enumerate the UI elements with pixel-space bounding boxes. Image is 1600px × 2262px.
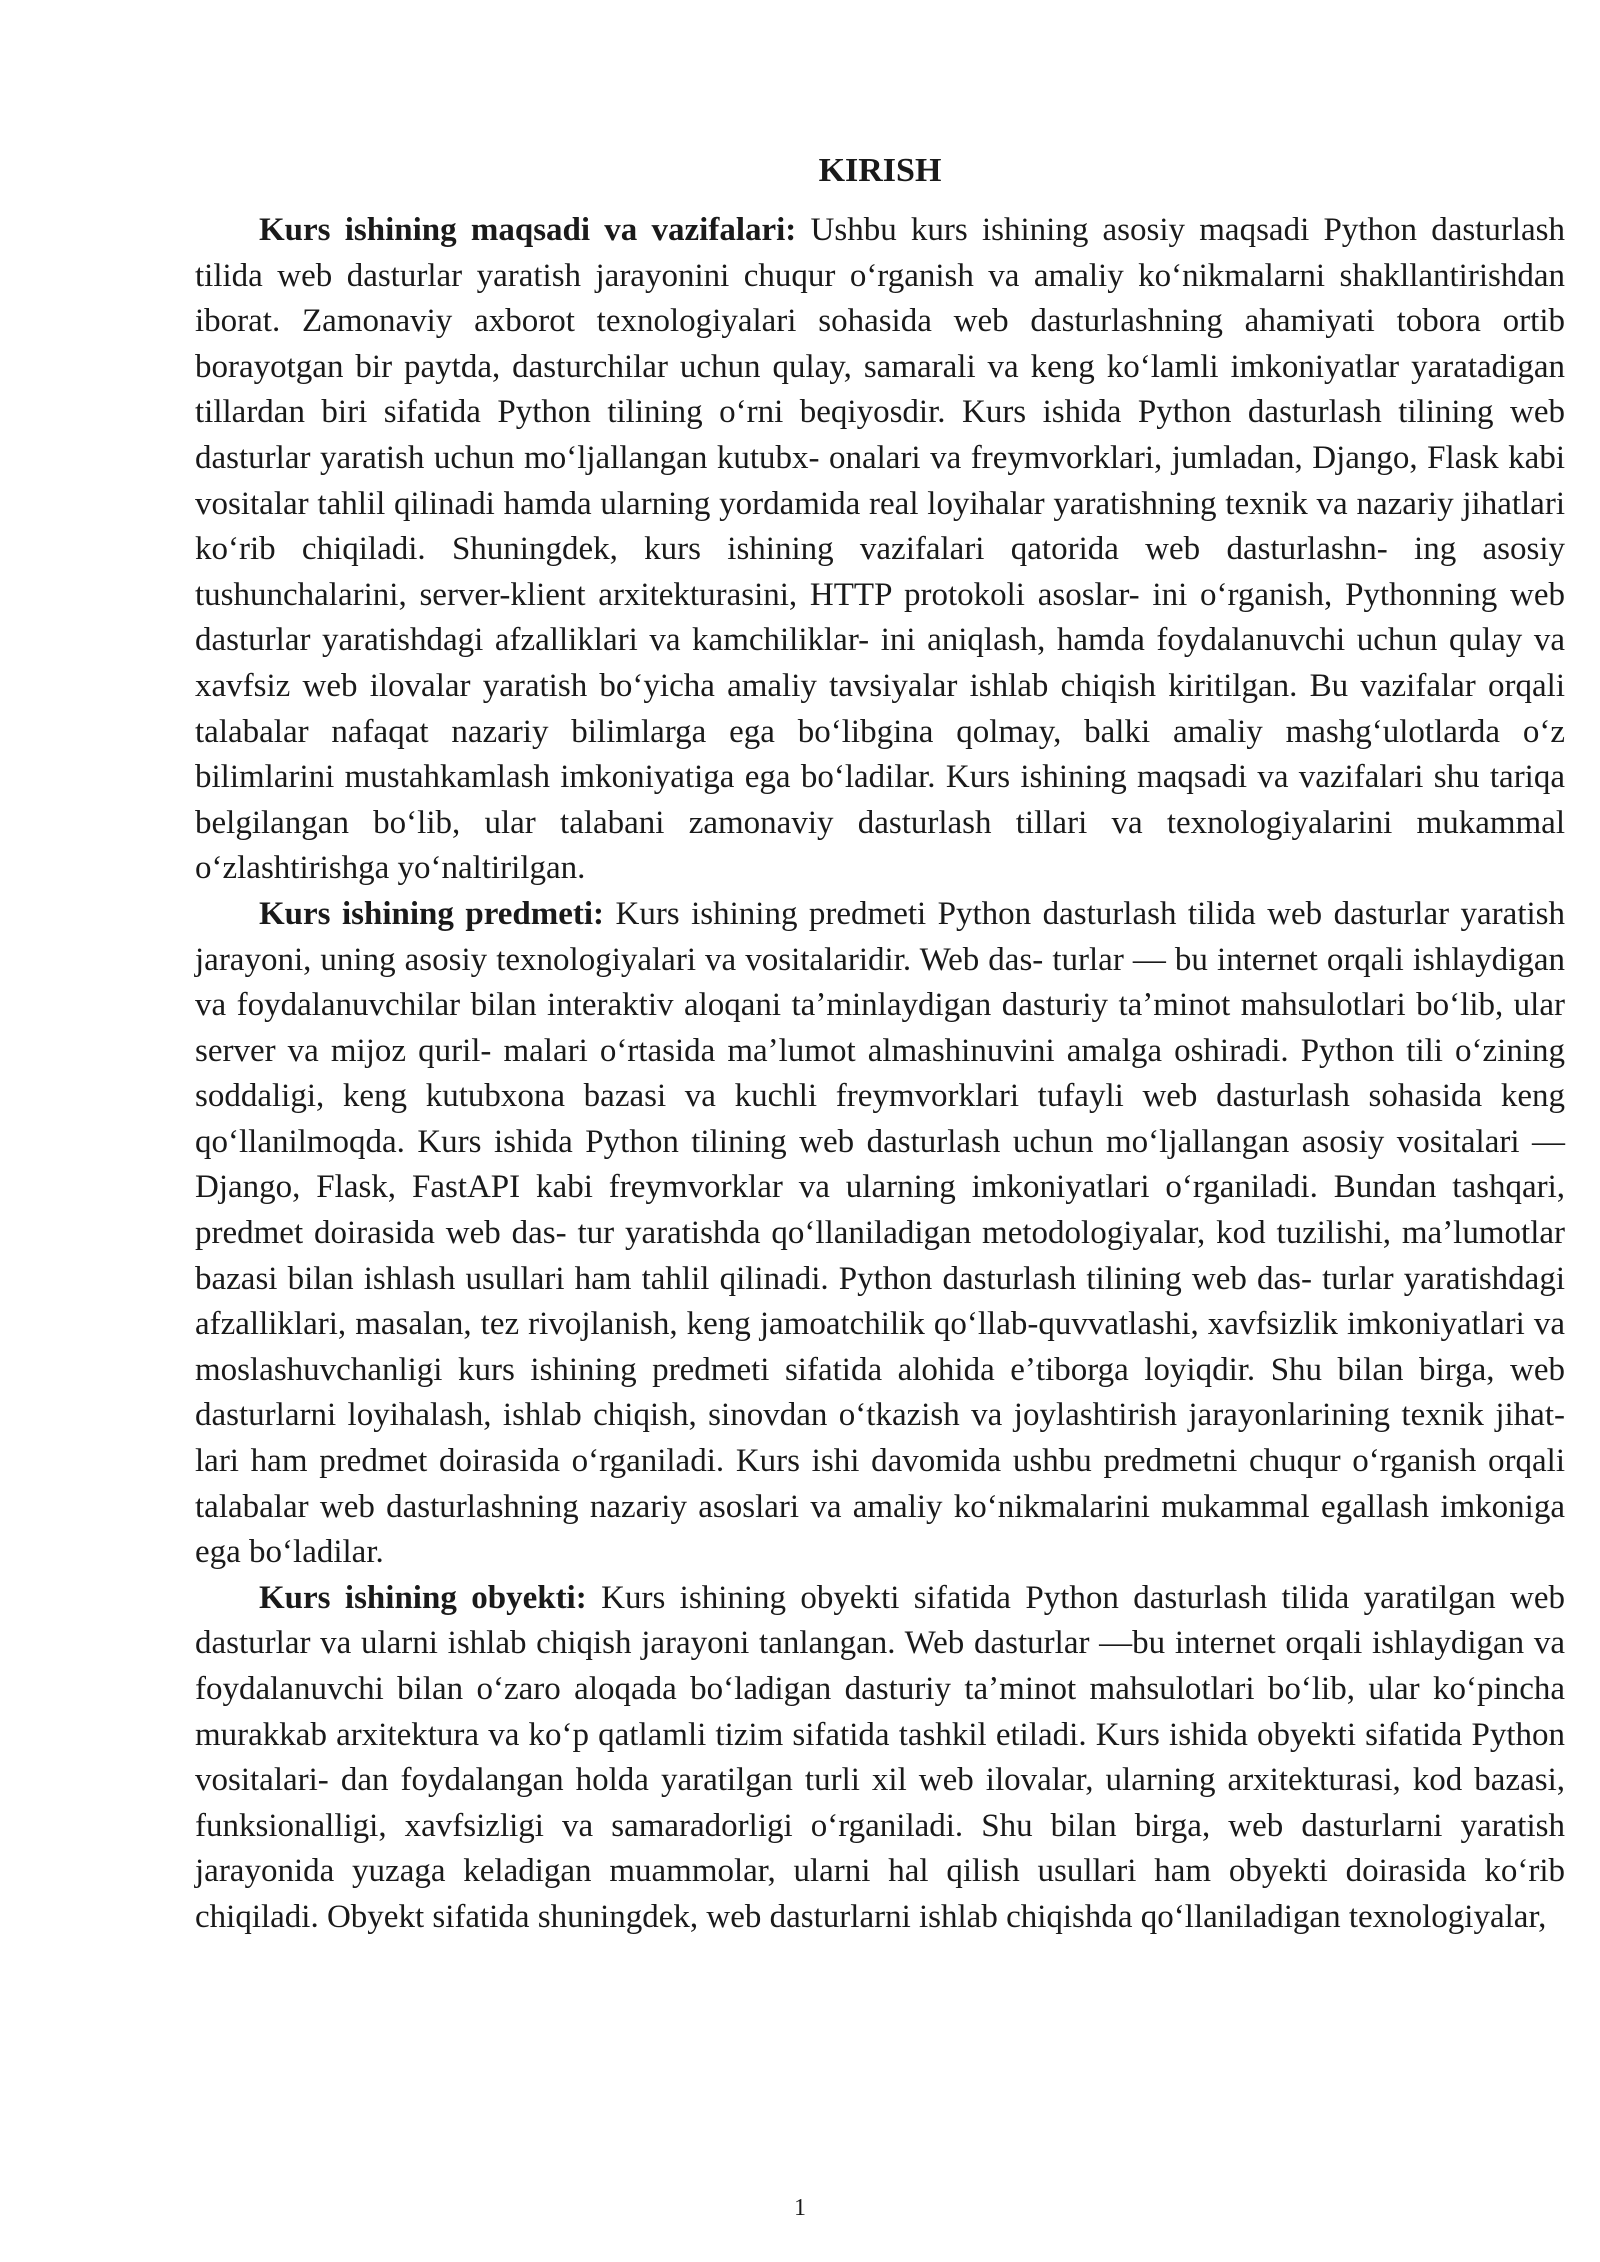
paragraph-heading: Kurs ishining obyekti: <box>259 1579 587 1616</box>
page-number: 1 <box>794 2195 806 2221</box>
page-title: KIRISH <box>818 152 942 189</box>
paragraph-heading: Kurs ishining predmeti: <box>259 895 605 932</box>
paragraph-object <box>195 1576 1565 1941</box>
paragraph-subject <box>195 892 1565 1576</box>
paragraph-heading: Kurs ishining maqsadi va vazifalari: <box>259 212 797 248</box>
paragraph-aims <box>195 208 1565 892</box>
paragraph-text: Kurs ishining obyekti sifatida Python dasturlash tilida yaratilgan web dasturlar va ularni ishlab chiqish jarayoni tanlangan. Web dasturlar —bu internet orqali ishlaydigan va foydalanuvchi bilan oʻzaro aloqada boʻladigan dasturiy taʼminot mahsulotlari boʻlib, ular koʻpincha murakkab arxitektura va koʻp qatlamli tizim sifatida tashkil etiladi. Kurs ishida obyekti sifatida Python vositalari- dan foydalangan holda yaratilgan turli xil web ilovalar, ularning arxitekturasi, kod bazasi, funksionalligi, xavfsizligi va samaradorligi oʻrganiladi. Shu bilan birga, web dasturlarni yaratish jarayonida yuzaga keladigan muammolar, ularni hal qilish usullari ham obyekti doirasida koʻrib chiqiladi. Obyekt sifatida shuningdek, web dasturlarni ishlab chiqishda qoʻllaniladigan texnologiyalar, <box>195 1579 1565 1935</box>
document-page <box>195 148 1565 1941</box>
paragraph-text: Ushbu kurs ishining asosiy maqsadi Python dasturlash tilida web dasturlar yaratish jarayonini chuqur oʻrganish va amaliy koʻnikmalarni shakllantirishdan iborat. Zamonaviy axborot texnologiyalari sohasida web dasturlashning ahamiyati tobora ortib borayotgan bir paytda, dasturchilar uchun qulay, samarali va keng koʻlamli imkoniyatlar yaratadigan tillardan biri sifatida Python tilining oʻrni beqiyosdir. Kurs ishida Python dasturlash tilining web dasturlar yaratish uchun moʻljallangan kutubx- onalari va freymvorklari, jumladan, Django, Flask kabi vositalar tahlil qilinadi hamda ularning yordamida real loyihalar yaratishning texnik va nazariy jihatlari koʻrib chiqiladi. Shuningdek, kurs ishining vazifalari qatorida web dasturlashn- ing asosiy tushunchalarini, server-klient arxitekturasini, HTTP protokoli asoslar- ini oʻrganish, Pythonning web dasturlar yaratishdagi afzalliklari va kamchiliklar- ini aniqlash, hamda foydalanuvchi uchun qulay va xavfsiz web ilovalar yaratish boʻyicha amaliy tavsiyalar ishlab chiqish kiritilgan. Bu vazifalar orqali talabalar nafaqat nazariy bilimlarga ega boʻlibgina qolmay, balki amaliy mashgʻulotlarda oʻz bilimlarini mustahkamlash imkoniyatiga ega boʻladilar. Kurs ishining maqsadi va vazifalari shu tariqa belgilangan boʻlib, ular talabani zamonaviy dasturlash tillari va texnologiyalarini mukammal oʻzlashtirishga yoʻnaltirilgan. <box>195 212 1566 887</box>
paragraph-text: Kurs ishining predmeti Python dasturlash tilida web dasturlar yaratish jarayoni, uning asosiy texnologiyalari va vositalaridir. Web das- turlar — bu internet orqali ishlaydigan va foydalanuvchilar bilan interaktiv aloqani taʼminlaydigan dasturiy taʼminot mahsulotlari boʻlib, ular server va mijoz quril- malari oʻrtasida maʼlumot almashinuvini amalga oshiradi. Python tili oʻzining soddaligi, keng kutubxona bazasi va kuchli freymvorklari tufayli web dasturlash sohasida keng qoʻllanilmoqda. Kurs ishida Python tilining web dasturlash uchun moʻljallangan asosiy vositalari — Django, Flask, FastAPI kabi freymvorklar va ularning imkoniyatlari oʻrganiladi. Bundan tashqari, predmet doirasida web das- tur yaratishda qoʻllaniladigan metodologiyalar, kod tuzilishi, maʼlumotlar bazasi bilan ishlash usullari ham tahlil qilinadi. Python dasturlash tilining web das- turlar yaratishdagi afzalliklari, masalan, tez rivojlanish, keng jamoatchilik qoʻllab-quvvatlashi, xavfsizlik imkoniyatlari va moslashuvchanligi kurs ishining predmeti sifatida alohida eʼtiborga loyiqdir. Shu bilan birga, web dasturlarni loyihalash, ishlab chiqish, sinovdan oʻtkazish va joylashtirish jarayonlarining texnik jihat- lari ham predmet doirasida oʻrganiladi. Kurs ishi davomida ushbu predmetni chuqur oʻrganish orqali talabalar web dasturlashning nazariy asoslari va amaliy koʻnikmalarini mukammal egallash imkoniga ega boʻladilar. <box>195 895 1565 1571</box>
